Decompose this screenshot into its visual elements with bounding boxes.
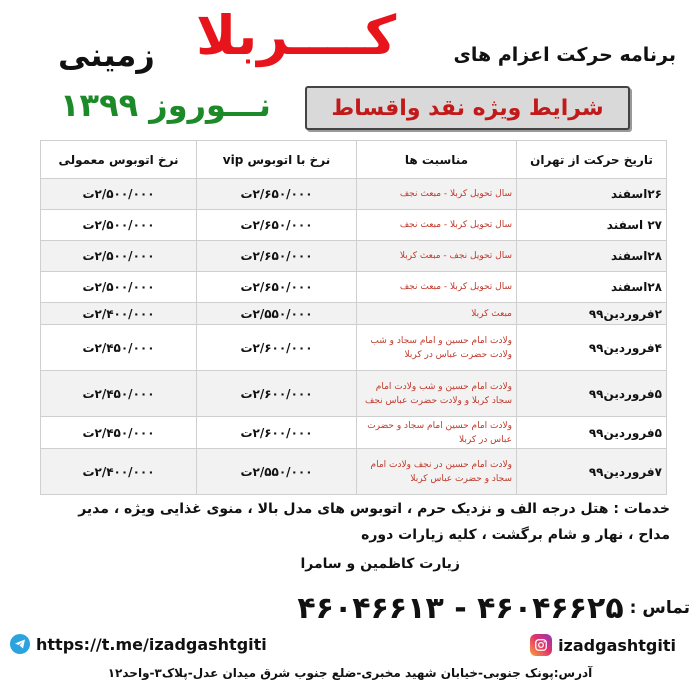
instagram-handle[interactable]: izadgashtgiti	[558, 635, 676, 655]
header-occasion: مناسبت ها	[357, 141, 517, 179]
row-occasion: ولادت امام حسین در نجف ولادت امام سجاد و حضرت عباس کربلا	[357, 449, 517, 495]
row-date: ۴فروردین۹۹	[517, 325, 667, 371]
row-occasion: ولادت امام حسین و شب ولادت امام سجاد کربلا و ولادت حضرت عباس نجف	[357, 371, 517, 417]
row-normal-price: ۲/۴۵۰/۰۰۰ت	[41, 417, 197, 449]
services-line-2: مداح ، نهار و شام برگشت ، کلیه زیارات دوره	[361, 527, 670, 543]
conditions-text: شرایط ویژه نقد واقساط	[331, 95, 604, 121]
row-date: ۲۸اسفند	[517, 241, 667, 272]
row-vip-price: ۲/۶۵۰/۰۰۰ت	[197, 272, 357, 303]
row-normal-price: ۲/۴۵۰/۰۰۰ت	[41, 325, 197, 371]
telegram-icon	[10, 634, 30, 654]
row-vip-price: ۲/۵۵۰/۰۰۰ت	[197, 449, 357, 495]
social-links	[0, 632, 700, 660]
program-label: برنامه حرکت اعزام های	[453, 44, 676, 66]
table-row	[41, 272, 667, 303]
table-row	[41, 325, 667, 371]
row-occasion: سال تحویل کربلا - مبعث نجف	[357, 272, 517, 303]
row-date: ۷فروردین۹۹	[517, 449, 667, 495]
instagram-link[interactable]	[530, 634, 676, 656]
table-row	[41, 417, 667, 449]
row-date: ۲۷ اسفند	[517, 210, 667, 241]
table-header-row	[41, 141, 667, 179]
services-line-1: خدمات : هتل درجه الف و نزدیک حرم ، اتوبوس های مدل بالا ، منوی غذایی ویژه ، مدیر	[78, 501, 670, 517]
row-vip-price: ۲/۶۵۰/۰۰۰ت	[197, 179, 357, 210]
telegram-url[interactable]: https://t.me/izadgashtgiti	[36, 634, 267, 654]
row-occasion: مبعث کربلا	[357, 303, 517, 325]
row-date: ۵فروردین۹۹	[517, 371, 667, 417]
row-normal-price: ۲/۴۰۰/۰۰۰ت	[41, 449, 197, 495]
row-vip-price: ۲/۶۵۰/۰۰۰ت	[197, 210, 357, 241]
contact-label: تماس :	[629, 598, 690, 618]
services-text	[30, 496, 670, 548]
header-vip-price: نرخ با اتوبوس vip	[197, 141, 357, 179]
address: آدرس:پونک جنوبی-خیابان شهید مخبری-ضلع جنوب شرق میدان عدل-پلاک۳-واحد۱۲	[107, 666, 593, 680]
table-row	[41, 371, 667, 417]
table-row	[41, 210, 667, 241]
row-vip-price: ۲/۶۰۰/۰۰۰ت	[197, 417, 357, 449]
karbala-title: کــــربلا	[196, 4, 397, 67]
header-date: تاریخ حرکت از تهران	[517, 141, 667, 179]
row-normal-price: ۲/۵۰۰/۰۰۰ت	[41, 241, 197, 272]
row-date: ۲۶اسفند	[517, 179, 667, 210]
services-extra: زیارت کاظمین و سامرا	[300, 556, 460, 572]
table-row	[41, 179, 667, 210]
row-vip-price: ۲/۵۵۰/۰۰۰ت	[197, 303, 357, 325]
conditions-banner	[305, 86, 630, 130]
row-date: ۲فروردین۹۹	[517, 303, 667, 325]
row-occasion: سال تحویل کربلا - مبعث نجف	[357, 210, 517, 241]
row-occasion: سال تحویل کربلا - مبعث نجف	[357, 179, 517, 210]
table-row	[41, 241, 667, 272]
row-date: ۵فروردین۹۹	[517, 417, 667, 449]
row-normal-price: ۲/۵۰۰/۰۰۰ت	[41, 210, 197, 241]
contact-numbers[interactable]: ۴۶۰۴۶۶۲۵ - ۴۶۰۴۶۶۱۳	[297, 590, 624, 626]
row-vip-price: ۲/۶۵۰/۰۰۰ت	[197, 241, 357, 272]
instagram-icon	[530, 634, 552, 656]
row-normal-price: ۲/۵۰۰/۰۰۰ت	[41, 272, 197, 303]
row-occasion: ولادت امام حسین و امام سجاد و شب ولادت حضرت عباس در کربلا	[357, 325, 517, 371]
row-occasion: ولادت امام حسین امام سجاد و حضرت عباس در کربلا	[357, 417, 517, 449]
nowruz-title: نـــوروز ۱۳۹۹	[60, 86, 271, 124]
row-normal-price: ۲/۵۰۰/۰۰۰ت	[41, 179, 197, 210]
row-vip-price: ۲/۶۰۰/۰۰۰ت	[197, 325, 357, 371]
row-normal-price: ۲/۴۰۰/۰۰۰ت	[41, 303, 197, 325]
telegram-link[interactable]	[10, 634, 267, 654]
row-vip-price: ۲/۶۰۰/۰۰۰ت	[197, 371, 357, 417]
header-normal-price: نرخ اتوبوس معمولی	[41, 141, 197, 179]
table-row	[41, 303, 667, 325]
schedule-table	[40, 140, 667, 495]
row-occasion: سال تحویل نجف - مبعث کربلا	[357, 241, 517, 272]
table-row	[41, 449, 667, 495]
header	[0, 0, 700, 140]
row-normal-price: ۲/۴۵۰/۰۰۰ت	[41, 371, 197, 417]
row-date: ۲۸اسفند	[517, 272, 667, 303]
contact-line	[130, 588, 690, 628]
zamini-title: زمینی	[58, 36, 155, 74]
